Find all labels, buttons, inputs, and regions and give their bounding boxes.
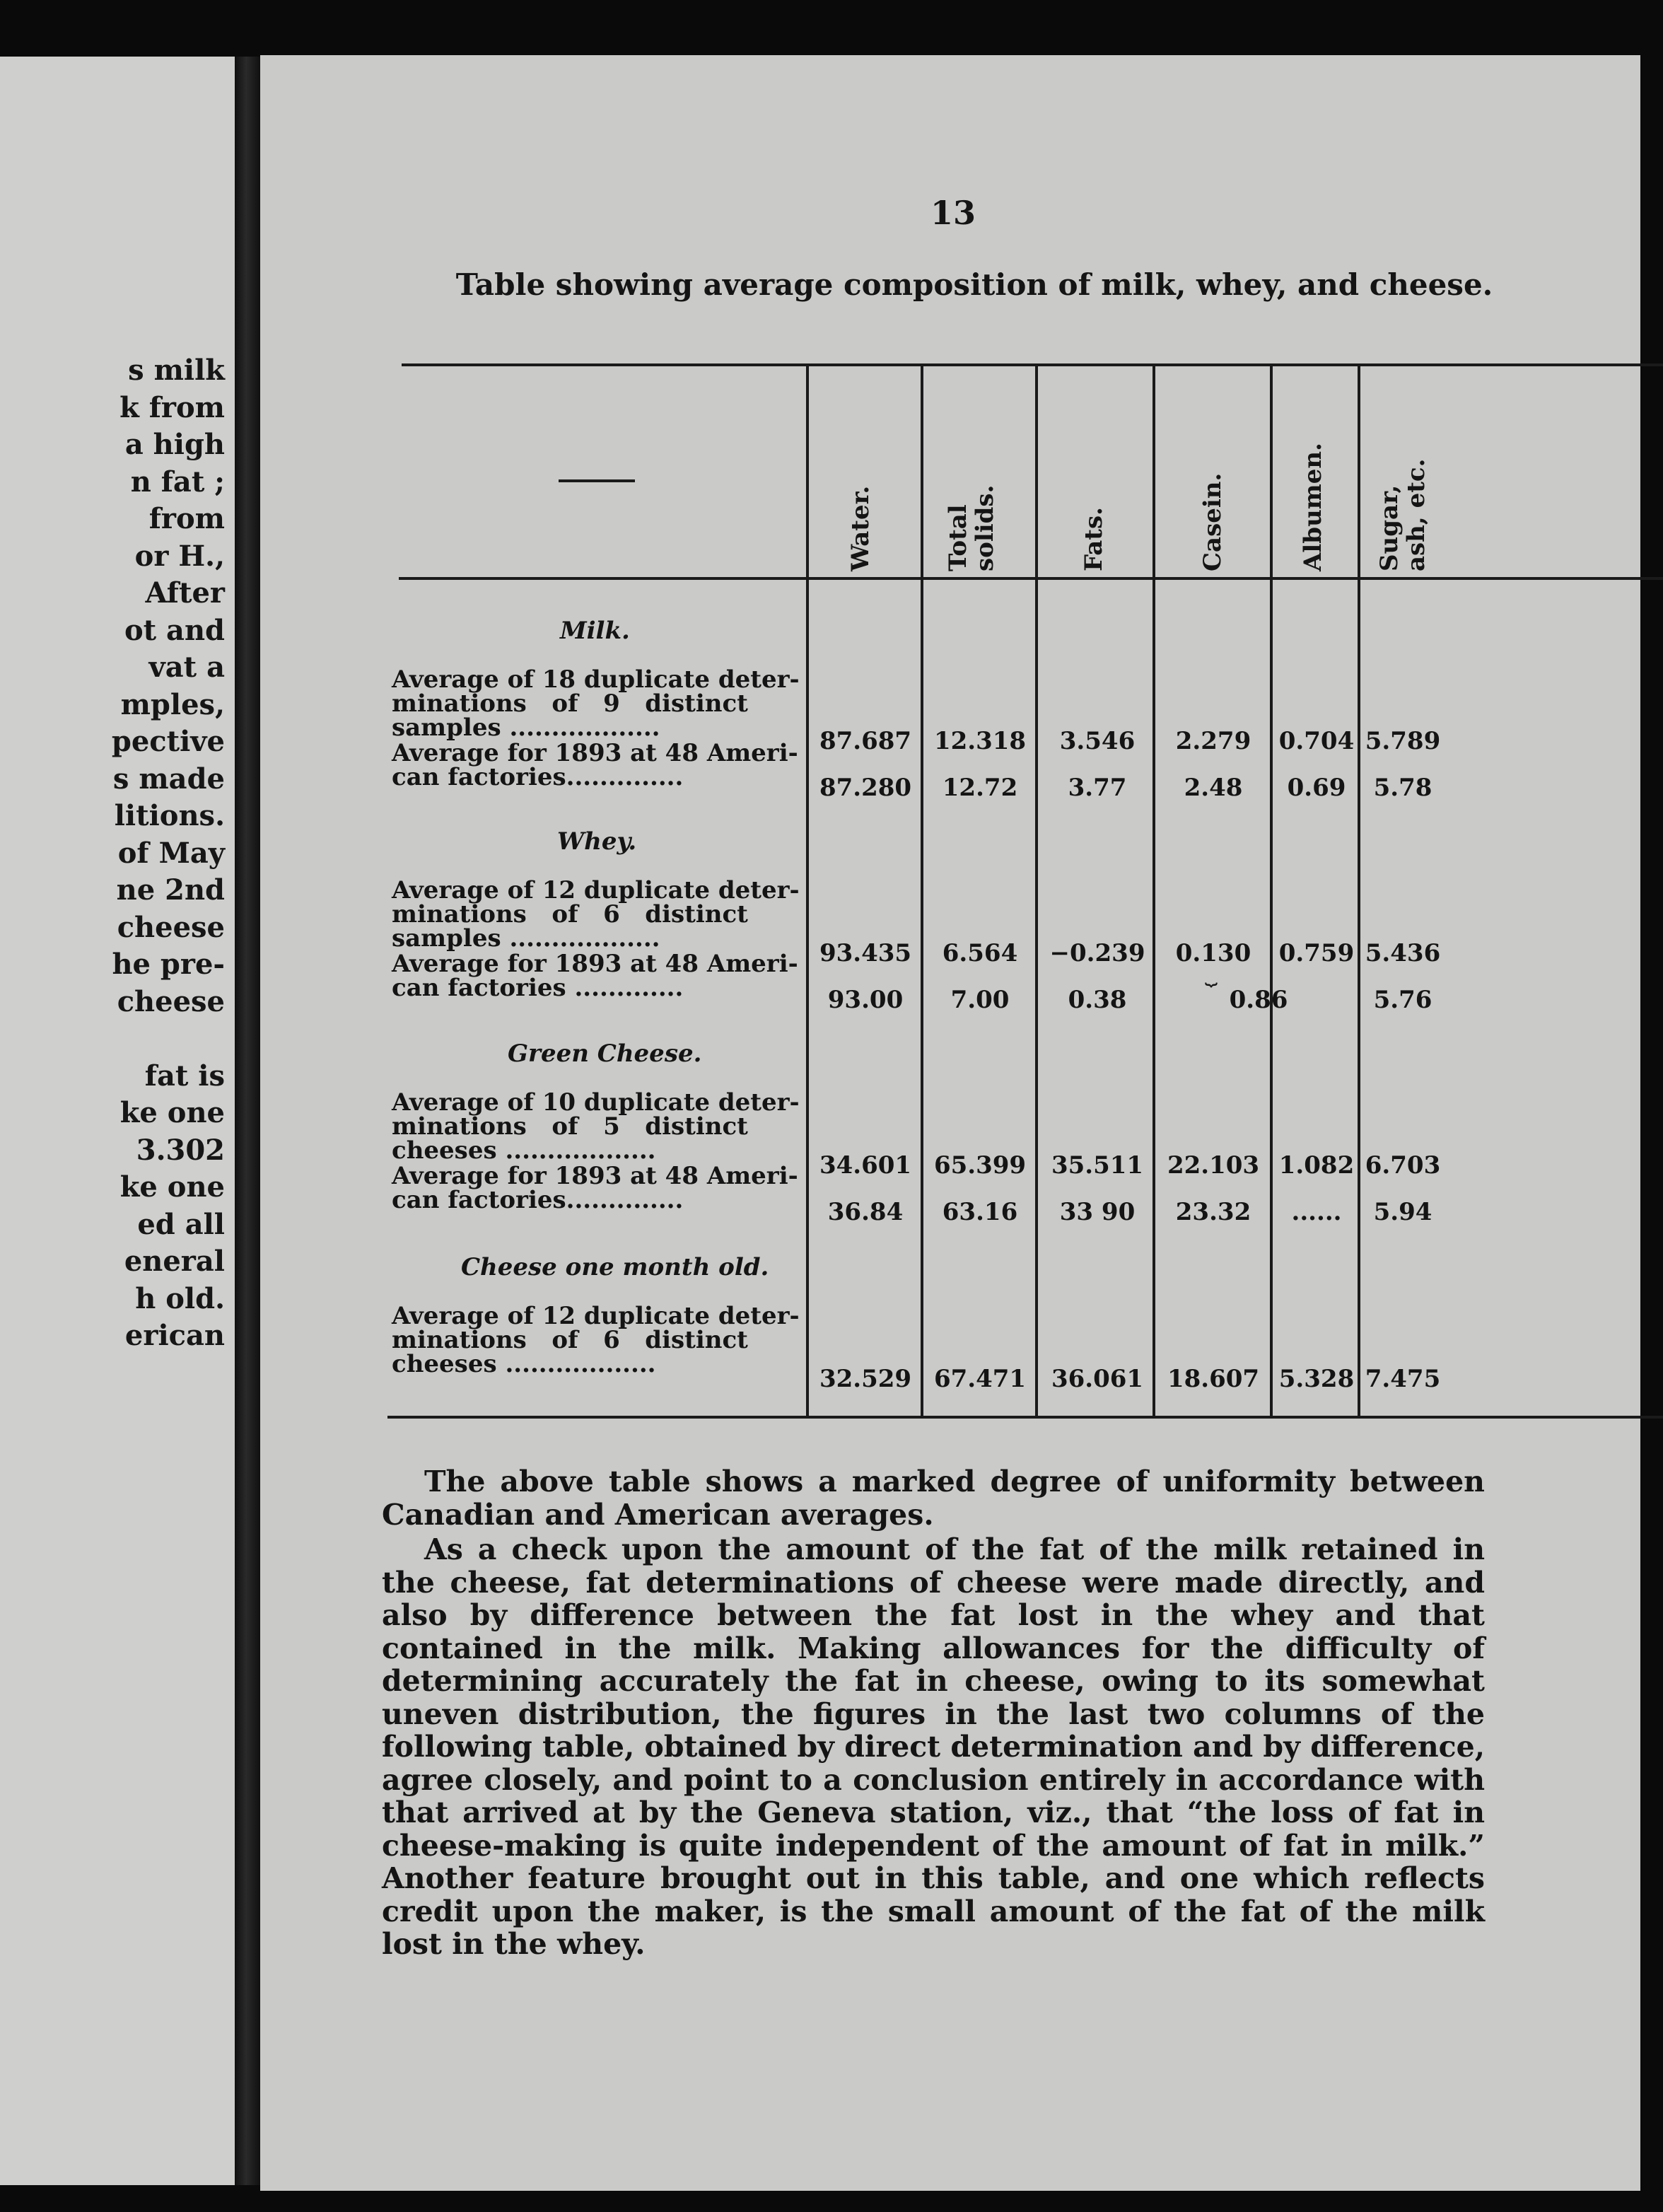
column-divider <box>1153 366 1155 1416</box>
header-bottom-rule <box>399 577 1663 580</box>
row-label: Average of 12 duplicate deter- minations of 6 distinct cheeses .................. <box>392 1302 800 1378</box>
left-page-line: ke one <box>119 1170 225 1204</box>
left-page-line: or H., <box>134 539 225 573</box>
left-page-line <box>0 1020 225 1058</box>
column-header-sugar-ash: Sugar, ash, etc. <box>1375 458 1430 571</box>
left-page-line: from <box>148 502 225 535</box>
table-cell: 12.318 <box>933 727 1027 755</box>
left-page-line: s made <box>112 762 225 796</box>
section-heading-whey: Whey. <box>557 827 637 856</box>
table-cell: 6.703 <box>1365 1151 1441 1180</box>
left-page-line: s milk <box>128 354 225 387</box>
left-page-line: pective <box>111 725 225 758</box>
left-page-line: 3.302 <box>136 1133 225 1167</box>
table-cell: 36.84 <box>827 1198 904 1226</box>
table-cell: 36.061 <box>1051 1365 1144 1393</box>
left-page-line: litions. <box>114 799 225 832</box>
left-page-line: vat a <box>148 651 225 684</box>
left-page-line: After <box>145 576 225 610</box>
table-bottom-rule <box>387 1416 1663 1419</box>
column-divider <box>921 366 923 1416</box>
left-page-line: ne 2nd <box>116 873 225 907</box>
left-page-line: ed all <box>137 1207 225 1241</box>
left-page-line: a high <box>124 428 225 461</box>
page-number: 13 <box>930 194 976 232</box>
table-cell: 2.48 <box>1184 774 1243 802</box>
main-page <box>260 55 1640 2191</box>
table-cell: 35.511 <box>1051 1151 1144 1180</box>
table-cell: 0.86 <box>1229 986 1288 1014</box>
table-cell: 0.130 <box>1175 939 1251 967</box>
table-cell: 33 90 <box>1059 1198 1136 1226</box>
table-cell: 0.38 <box>1068 986 1127 1014</box>
section-heading-milk: Milk. <box>560 617 630 645</box>
table-title: Table showing average composition of milk, whey, and cheese. <box>455 267 1493 302</box>
table-cell: 93.435 <box>819 939 912 967</box>
column-header-water: Water. <box>846 485 875 571</box>
table-cell: 12.72 <box>942 774 1018 802</box>
table-cell: −0.239 <box>1049 939 1145 967</box>
left-page-line: cheese <box>117 984 225 1018</box>
section-heading-green-cheese: Green Cheese. <box>508 1040 702 1068</box>
column-divider <box>1270 366 1273 1416</box>
table-cell: 63.16 <box>942 1198 1018 1226</box>
table-cell: 87.687 <box>819 727 912 755</box>
table-cell: 32.529 <box>819 1365 912 1393</box>
table-cell: 23.32 <box>1175 1198 1251 1226</box>
table-cell: 3.77 <box>1068 774 1127 802</box>
left-page-line: ke one <box>119 1096 225 1129</box>
table-cell: 18.607 <box>1167 1365 1260 1393</box>
row-label: Average of 12 duplicate deter- minations of 6 distinct samples .................. <box>392 876 800 953</box>
row-label: Average for 1893 at 48 Ameri- can factories.............. <box>392 1162 798 1214</box>
table-cell: 0.704 <box>1278 727 1355 755</box>
brace-casein-albumen: ⏟ <box>1205 962 1218 986</box>
table-cell: 93.00 <box>827 986 904 1014</box>
left-page-text <box>0 352 225 1355</box>
column-header-fats: Fats. <box>1080 507 1108 571</box>
column-divider <box>806 366 809 1416</box>
table-cell: 3.546 <box>1059 727 1136 755</box>
paragraph: The above table shows a marked degree of uniformity between Canadian and American averages. <box>382 1465 1485 1532</box>
column-header-total-solids: Total solids. <box>944 484 999 571</box>
left-page-line: he pre- <box>112 948 225 981</box>
left-page-line: erican <box>124 1319 225 1352</box>
column-divider <box>1035 366 1038 1416</box>
table-cell: 5.328 <box>1278 1365 1355 1393</box>
table-cell: 0.69 <box>1287 774 1346 802</box>
table-cell: 5.94 <box>1373 1198 1432 1226</box>
left-page-line: h old. <box>135 1281 225 1315</box>
left-page-line: fat is <box>144 1059 225 1093</box>
stub-header-dash <box>559 479 635 482</box>
paragraph: As a check upon the amount of the fat of the milk retained in the cheese, fat determinations of cheese were made directly, and also by difference between the fat lost in the whey and that contained in the milk. Making allowances for the difficulty of determining accurately the fat in cheese, owing to its somewhat uneven distribution, the figures in the last two columns of the following table, obtained by direct determination and by difference, agree closely, and point to a conclusion entirely in accordance with that arrived at by the Geneva station, viz., that “the loss of fat in cheese-making is quite independent of the amount of fat in milk.” Another feature brought out in this table, and one which reflects credit upon the maker, is the small amount of the fat of the milk lost in the whey. <box>382 1532 1485 1961</box>
row-label: Average of 18 duplicate deter- minations of 9 distinct samples .................. <box>392 665 800 742</box>
table-cell: 2.279 <box>1175 727 1251 755</box>
left-page-fragment <box>0 57 235 2185</box>
table-cell: 5.789 <box>1365 727 1441 755</box>
column-divider <box>1358 366 1360 1416</box>
table-cell: 1.082 <box>1278 1151 1355 1180</box>
left-page-line: k from <box>119 390 225 424</box>
table-cell: 22.103 <box>1167 1151 1260 1180</box>
table-cell: 67.471 <box>933 1365 1027 1393</box>
table-cell: 5.76 <box>1373 986 1432 1014</box>
book-spine <box>235 57 260 2185</box>
table-cell: 65.399 <box>933 1151 1027 1180</box>
row-label: Average for 1893 at 48 Ameri- can factories ............. <box>392 950 798 1002</box>
left-page-line: n fat ; <box>130 465 225 499</box>
table-cell: 87.280 <box>819 774 912 802</box>
table-cell: 7.475 <box>1365 1365 1441 1393</box>
left-page-line: eneral <box>124 1245 225 1278</box>
table-cell: 0.759 <box>1278 939 1355 967</box>
table-cell: 7.00 <box>950 986 1010 1014</box>
table-cell: 5.78 <box>1373 774 1432 802</box>
table-cell: 34.601 <box>819 1151 912 1180</box>
left-page-line: cheese <box>117 910 225 944</box>
left-page-line: ot and <box>124 613 225 647</box>
table-cell: 5.436 <box>1365 939 1441 967</box>
table-cell: ...... <box>1291 1198 1342 1226</box>
table-top-rule <box>402 363 1663 366</box>
table-cell: 6.564 <box>942 939 1018 967</box>
column-header-albumen: Albumen. <box>1299 443 1327 571</box>
row-label: Average of 10 duplicate deter- minations of 5 distinct cheeses .................. <box>392 1088 800 1165</box>
left-page-line: of May <box>117 836 225 870</box>
section-heading-cheese-one-month: Cheese one month old. <box>461 1253 769 1281</box>
left-page-line: mples, <box>120 687 225 721</box>
row-label: Average for 1893 at 48 Ameri- can factories.............. <box>392 739 798 791</box>
column-header-casein: Casein. <box>1198 472 1227 571</box>
